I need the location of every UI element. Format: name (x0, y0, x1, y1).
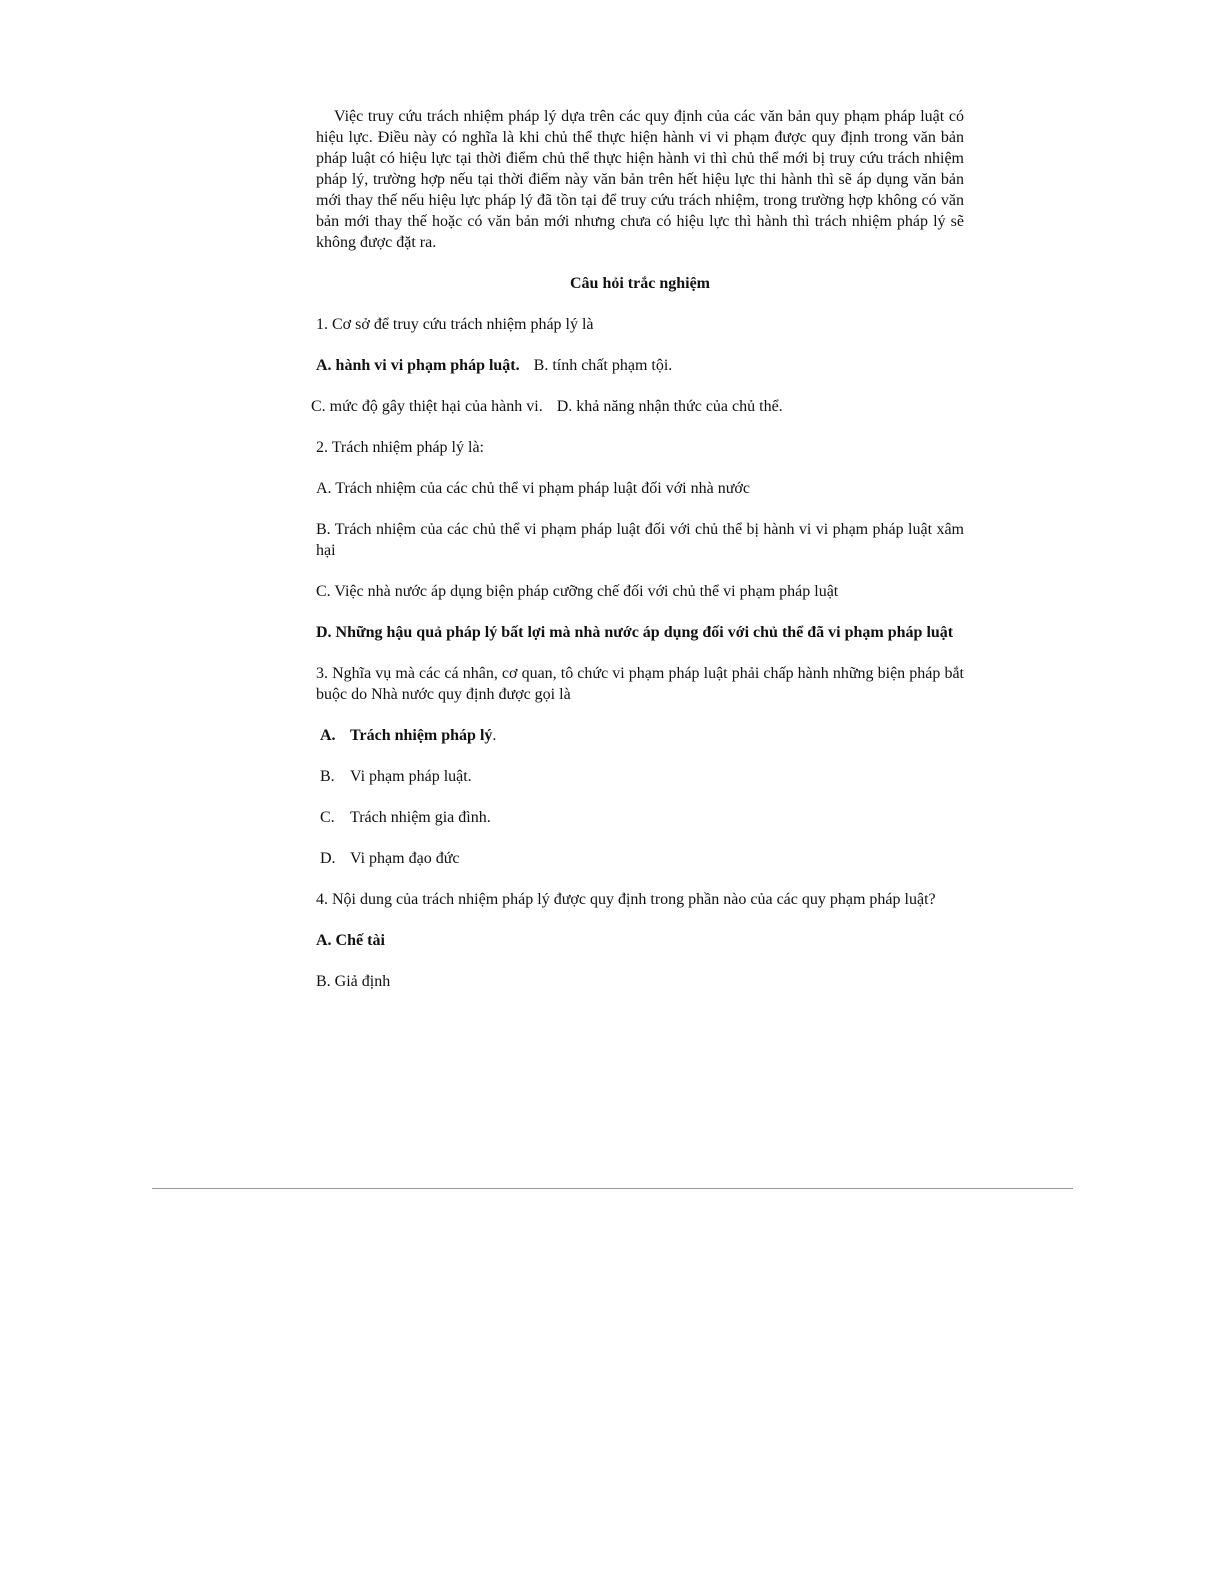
question-3-option-a-letter: A. (320, 727, 336, 744)
question-1-option-c: C. mức độ gây thiệt hại của hành vi. (311, 398, 543, 415)
question-1-options-row-1 (316, 355, 964, 376)
question-3-option-a (320, 725, 964, 746)
question-2-option-b: B. Trách nhiệm của các chủ thể vi phạm pháp luật đối với chủ thể bị hành vi vi phạm pháp luật xâm hại (316, 521, 964, 559)
intro-paragraph: Việc truy cứu trách nhiệm pháp lý dựa trên các quy định của các văn bản quy phạm pháp luật có hiệu lực. Điều này có nghĩa là khi chủ thể thực hiện hành vi vi phạm được quy định trong văn bản pháp luật có hiệu lực tại thời điểm chủ thể thực hiện hành vi thì chủ thể mới bị truy cứu trách nhiệm pháp lý, trường hợp nếu tại thời điểm này văn bản trên hết hiệu lực thi hành thì sẽ áp dụng văn bản mới thay thế nếu hiệu lực pháp lý đã tồn tại để truy cứu trách nhiệm, trong trường hợp không có văn bản mới thay thế hoặc có văn bản mới nhưng chưa có hiệu lực thì hành thì trách nhiệm pháp lý sẽ không được đặt ra. (316, 108, 964, 251)
question-3-option-a-period: . (492, 727, 497, 744)
question-3-option-d (320, 848, 964, 869)
question-1-options-row-2 (311, 396, 964, 417)
section-title: Câu hỏi trắc nghiệm (570, 275, 710, 292)
question-3-option-b-letter: B. (320, 768, 335, 785)
question-2-option-c: C. Việc nhà nước áp dụng biện pháp cưỡng chế đối với chủ thể vi phạm pháp luật (316, 583, 839, 600)
question-3-option-b-text: Vi phạm pháp luật. (350, 768, 472, 785)
question-3: 3. Nghĩa vụ mà các cá nhân, cơ quan, tô chức vi phạm pháp luật phải chấp hành những biện pháp bắt buộc do Nhà nước quy định được gọi là (316, 665, 964, 703)
question-1-option-d: D. khả năng nhận thức của chủ thể. (556, 398, 783, 415)
question-3-option-b (320, 766, 964, 787)
question-3-option-d-letter: D. (320, 850, 336, 867)
question-3-option-c (320, 807, 964, 828)
question-4: 4. Nội dung của trách nhiệm pháp lý được quy định trong phần nào của các quy phạm pháp luật? (316, 891, 936, 908)
question-3-option-d-text: Vi phạm đạo đức (350, 850, 460, 867)
question-2-option-d: D. Những hậu quả pháp lý bất lợi mà nhà nước áp dụng đối với chủ thể đã vi phạm pháp luật (316, 624, 954, 641)
question-1: 1. Cơ sở để truy cứu trách nhiệm pháp lý là (316, 316, 594, 333)
question-4-option-b: B. Giả định (316, 973, 391, 990)
question-3-option-c-text: Trách nhiệm gia đình. (350, 809, 491, 826)
question-2: 2. Trách nhiệm pháp lý là: (316, 439, 484, 456)
question-2-option-a: A. Trách nhiệm của các chủ thể vi phạm pháp luật đối với nhà nước (316, 480, 750, 497)
document-body (311, 106, 964, 992)
question-1-option-b: B. tính chất phạm tội. (533, 357, 673, 374)
question-3-option-c-letter: C. (320, 809, 335, 826)
question-3-option-a-text: Trách nhiệm pháp lý (350, 727, 493, 744)
question-1-option-a: A. hành vi vi phạm pháp luật. (316, 357, 520, 374)
page-divider (152, 1188, 1073, 1189)
question-4-option-a: A. Chế tài (316, 932, 385, 949)
